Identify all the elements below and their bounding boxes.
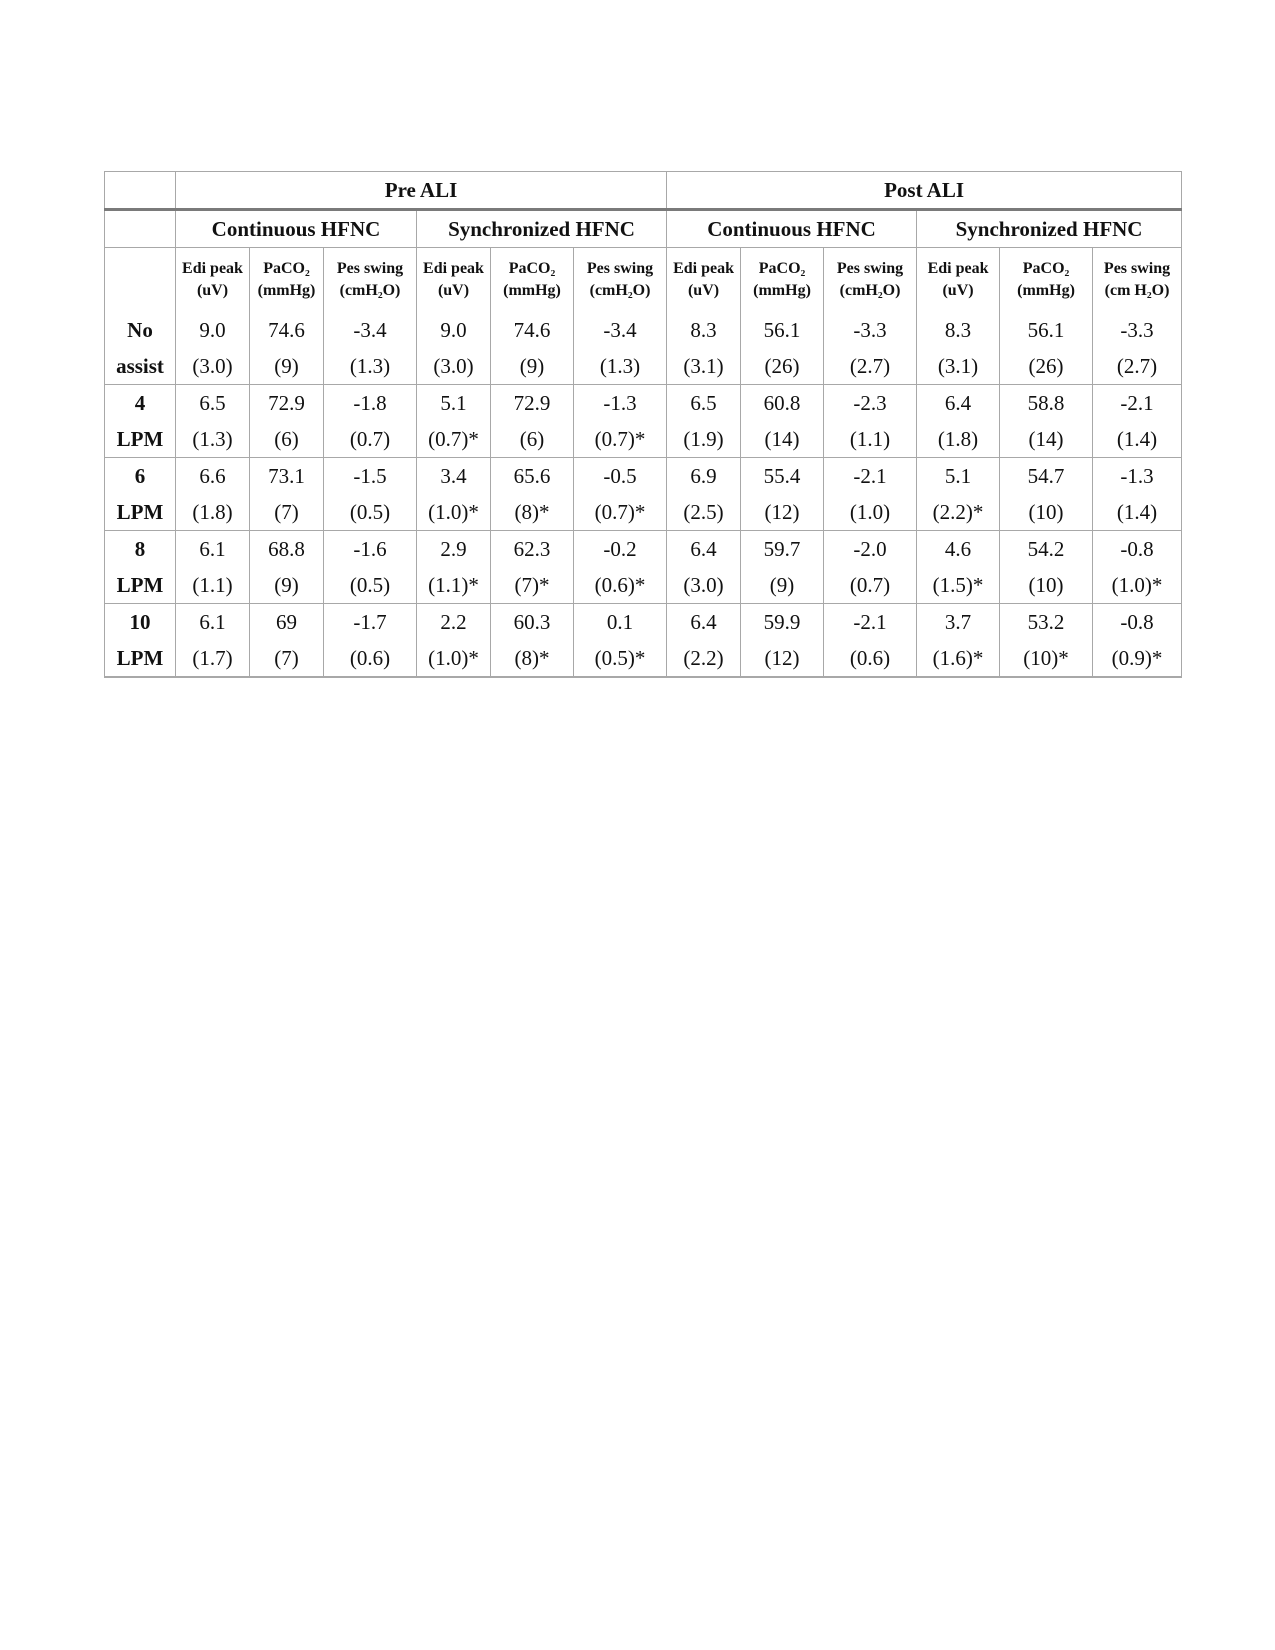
results-table: [104, 171, 1182, 678]
column-header: Pes swing (cm H₂O): [1093, 248, 1182, 313]
subgroup-header: Continuous HFNC: [667, 210, 917, 248]
value-cell: -0.2: [574, 531, 667, 568]
value-cell: 9.0: [176, 312, 250, 348]
column-header: Pes swing (cmH₂O): [574, 248, 667, 313]
table-row: [105, 458, 1182, 495]
corner-cell: [105, 248, 176, 313]
sd-cell: (7)*: [491, 567, 574, 604]
sd-cell: (0.5): [324, 567, 417, 604]
value-cell: 4.6: [917, 531, 1000, 568]
value-cell: 54.2: [1000, 531, 1093, 568]
sd-cell: (8)*: [491, 494, 574, 531]
sd-cell: (1.3): [176, 421, 250, 458]
sd-cell: (2.2): [667, 640, 741, 677]
value-cell: -2.1: [824, 458, 917, 495]
value-cell: 6.5: [667, 385, 741, 422]
sd-cell: (2.5): [667, 494, 741, 531]
column-header: Edi peak (uV): [176, 248, 250, 313]
value-cell: 6.4: [667, 604, 741, 641]
subgroup-header-row: [105, 210, 1182, 248]
sd-cell: (12): [741, 494, 824, 531]
value-cell: 54.7: [1000, 458, 1093, 495]
sd-cell: (14): [1000, 421, 1093, 458]
value-cell: 74.6: [491, 312, 574, 348]
value-cell: 60.3: [491, 604, 574, 641]
subgroup-header: Continuous HFNC: [176, 210, 417, 248]
column-header: PaCO₂ (mmHg): [491, 248, 574, 313]
subgroup-header: Synchronized HFNC: [417, 210, 667, 248]
row-label: LPM: [105, 640, 176, 677]
sd-cell: (2.7): [824, 348, 917, 385]
subgroup-header: Synchronized HFNC: [917, 210, 1182, 248]
value-cell: 74.6: [250, 312, 324, 348]
value-cell: 2.2: [417, 604, 491, 641]
sd-cell: (2.2)*: [917, 494, 1000, 531]
sd-cell: (6): [250, 421, 324, 458]
sd-cell: (0.5): [324, 494, 417, 531]
sd-cell: (1.9): [667, 421, 741, 458]
value-cell: 65.6: [491, 458, 574, 495]
sd-cell: (3.1): [667, 348, 741, 385]
row-label: 10: [105, 604, 176, 641]
row-label: LPM: [105, 494, 176, 531]
table-body: [105, 312, 1182, 677]
column-header: PaCO₂ (mmHg): [741, 248, 824, 313]
sd-cell: (8)*: [491, 640, 574, 677]
value-cell: -3.3: [824, 312, 917, 348]
sd-cell: (1.5)*: [917, 567, 1000, 604]
sd-cell: (3.0): [176, 348, 250, 385]
value-cell: -0.8: [1093, 604, 1182, 641]
column-header-row: [105, 248, 1182, 313]
value-cell: -0.8: [1093, 531, 1182, 568]
sd-cell: (1.3): [324, 348, 417, 385]
value-cell: -1.6: [324, 531, 417, 568]
sd-cell: (9): [741, 567, 824, 604]
sd-cell: (1.8): [917, 421, 1000, 458]
value-cell: 62.3: [491, 531, 574, 568]
value-cell: 3.4: [417, 458, 491, 495]
value-cell: 9.0: [417, 312, 491, 348]
row-label: 6: [105, 458, 176, 495]
sd-cell: (7): [250, 640, 324, 677]
sd-cell: (6): [491, 421, 574, 458]
table-row: [105, 604, 1182, 641]
value-cell: -0.5: [574, 458, 667, 495]
column-header: Edi peak (uV): [917, 248, 1000, 313]
sd-cell: (1.1): [824, 421, 917, 458]
value-cell: 2.9: [417, 531, 491, 568]
sd-cell: (9): [250, 567, 324, 604]
group-header-pre: Pre ALI: [176, 172, 667, 210]
value-cell: 6.1: [176, 604, 250, 641]
corner-cell: [105, 210, 176, 248]
column-header: PaCO₂ (mmHg): [250, 248, 324, 313]
value-cell: -1.5: [324, 458, 417, 495]
corner-cell: [105, 172, 176, 210]
value-cell: 59.7: [741, 531, 824, 568]
value-cell: 60.8: [741, 385, 824, 422]
table-row: [105, 348, 1182, 385]
sd-cell: (9): [250, 348, 324, 385]
table-row: [105, 385, 1182, 422]
table-row: [105, 640, 1182, 677]
value-cell: 6.6: [176, 458, 250, 495]
sd-cell: (10): [1000, 567, 1093, 604]
value-cell: -1.7: [324, 604, 417, 641]
sd-cell: (0.7)*: [574, 494, 667, 531]
sd-cell: (1.0)*: [1093, 567, 1182, 604]
sd-cell: (1.1): [176, 567, 250, 604]
value-cell: 5.1: [917, 458, 1000, 495]
value-cell: -2.3: [824, 385, 917, 422]
sd-cell: (1.8): [176, 494, 250, 531]
value-cell: 69: [250, 604, 324, 641]
value-cell: -1.3: [1093, 458, 1182, 495]
column-header: Pes swing (cmH₂O): [324, 248, 417, 313]
sd-cell: (3.1): [917, 348, 1000, 385]
value-cell: 6.9: [667, 458, 741, 495]
table-row: [105, 494, 1182, 531]
value-cell: 8.3: [667, 312, 741, 348]
row-label: LPM: [105, 567, 176, 604]
value-cell: 72.9: [250, 385, 324, 422]
sd-cell: (3.0): [417, 348, 491, 385]
sd-cell: (0.7)*: [574, 421, 667, 458]
sd-cell: (10): [1000, 494, 1093, 531]
value-cell: -3.4: [574, 312, 667, 348]
value-cell: -1.8: [324, 385, 417, 422]
sd-cell: (2.7): [1093, 348, 1182, 385]
value-cell: 56.1: [1000, 312, 1093, 348]
value-cell: 6.4: [667, 531, 741, 568]
value-cell: -2.0: [824, 531, 917, 568]
group-header-post: Post ALI: [667, 172, 1182, 210]
sd-cell: (3.0): [667, 567, 741, 604]
sd-cell: (0.9)*: [1093, 640, 1182, 677]
row-label: LPM: [105, 421, 176, 458]
value-cell: 5.1: [417, 385, 491, 422]
value-cell: 68.8: [250, 531, 324, 568]
column-header: Pes swing (cmH₂O): [824, 248, 917, 313]
sd-cell: (1.0)*: [417, 640, 491, 677]
row-label: assist: [105, 348, 176, 385]
table-row: [105, 312, 1182, 348]
sd-cell: (1.4): [1093, 494, 1182, 531]
sd-cell: (9): [491, 348, 574, 385]
value-cell: 0.1: [574, 604, 667, 641]
sd-cell: (1.0): [824, 494, 917, 531]
sd-cell: (10)*: [1000, 640, 1093, 677]
sd-cell: (12): [741, 640, 824, 677]
value-cell: 6.1: [176, 531, 250, 568]
sd-cell: (1.0)*: [417, 494, 491, 531]
sd-cell: (14): [741, 421, 824, 458]
sd-cell: (1.6)*: [917, 640, 1000, 677]
sd-cell: (0.6): [824, 640, 917, 677]
sd-cell: (26): [741, 348, 824, 385]
sd-cell: (1.7): [176, 640, 250, 677]
sd-cell: (26): [1000, 348, 1093, 385]
sd-cell: (0.5)*: [574, 640, 667, 677]
table-row: [105, 421, 1182, 458]
value-cell: 73.1: [250, 458, 324, 495]
sd-cell: (1.4): [1093, 421, 1182, 458]
sd-cell: (1.1)*: [417, 567, 491, 604]
value-cell: 56.1: [741, 312, 824, 348]
value-cell: -2.1: [824, 604, 917, 641]
column-header: Edi peak (uV): [417, 248, 491, 313]
row-label: No: [105, 312, 176, 348]
sd-cell: (0.6): [324, 640, 417, 677]
value-cell: 8.3: [917, 312, 1000, 348]
column-header: PaCO₂ (mmHg): [1000, 248, 1093, 313]
value-cell: -1.3: [574, 385, 667, 422]
sd-cell: (0.6)*: [574, 567, 667, 604]
value-cell: -2.1: [1093, 385, 1182, 422]
table-row: [105, 567, 1182, 604]
table-row: [105, 531, 1182, 568]
value-cell: 55.4: [741, 458, 824, 495]
sd-cell: (7): [250, 494, 324, 531]
group-header-row: [105, 172, 1182, 210]
value-cell: 53.2: [1000, 604, 1093, 641]
sd-cell: (1.3): [574, 348, 667, 385]
value-cell: -3.3: [1093, 312, 1182, 348]
row-label: 8: [105, 531, 176, 568]
value-cell: 3.7: [917, 604, 1000, 641]
value-cell: 72.9: [491, 385, 574, 422]
value-cell: -3.4: [324, 312, 417, 348]
value-cell: 59.9: [741, 604, 824, 641]
row-label: 4: [105, 385, 176, 422]
value-cell: 6.4: [917, 385, 1000, 422]
value-cell: 6.5: [176, 385, 250, 422]
column-header: Edi peak (uV): [667, 248, 741, 313]
sd-cell: (0.7)*: [417, 421, 491, 458]
sd-cell: (0.7): [324, 421, 417, 458]
sd-cell: (0.7): [824, 567, 917, 604]
value-cell: 58.8: [1000, 385, 1093, 422]
